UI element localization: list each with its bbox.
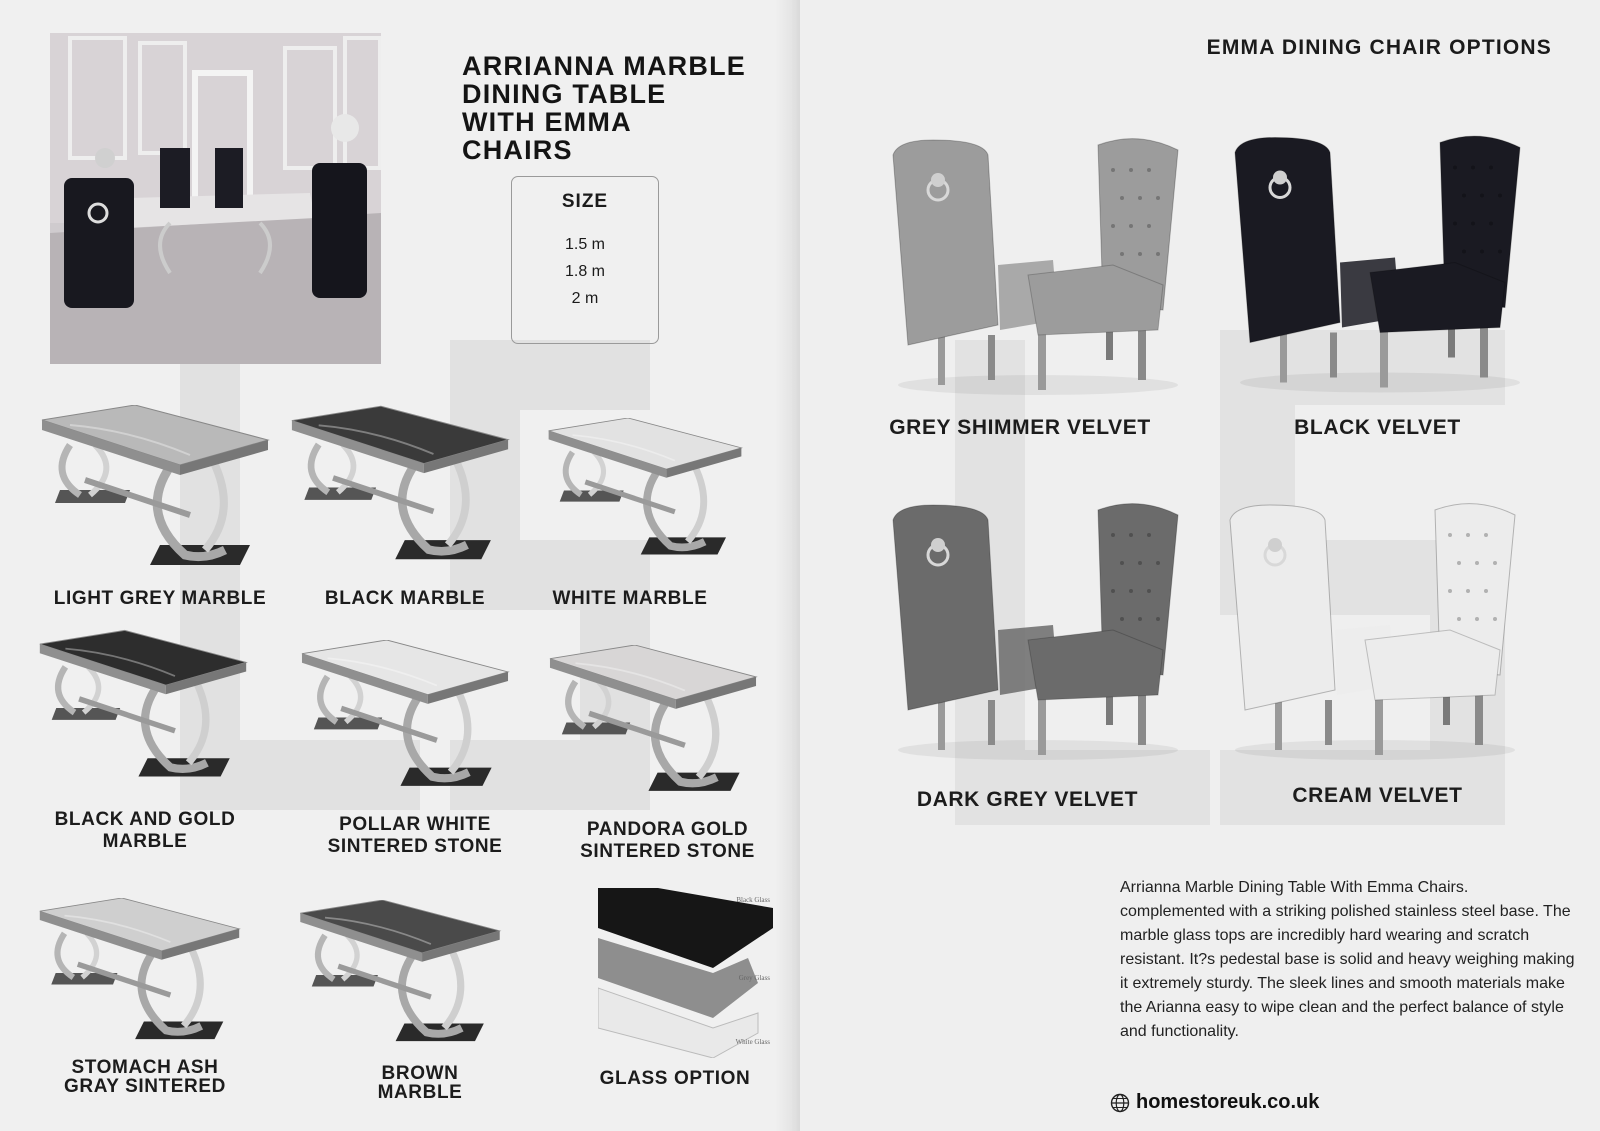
- label-line: GRAY SINTERED: [64, 1076, 226, 1097]
- chair-black-velvet-image: [1230, 130, 1530, 400]
- website-text: homestoreuk.co.uk: [1136, 1091, 1320, 1113]
- table-pandora-gold-label: [560, 819, 775, 863]
- glass-layer-label: Grey Glass: [738, 974, 770, 982]
- table-black-gold-marble-image: [38, 628, 248, 788]
- label-line: MARBLE: [377, 1082, 463, 1103]
- table-white-marble-image: [515, 418, 775, 563]
- table-pollar-white-image: [300, 640, 510, 795]
- size-option: 2 m: [571, 290, 599, 307]
- table-black-marble-image: [290, 405, 510, 570]
- title-line: CHAIRS: [462, 135, 573, 165]
- chair-grey-shimmer-image: [888, 135, 1188, 400]
- table-pollar-white-label: [300, 814, 530, 858]
- glass-option-label: GLASS OPTION: [599, 1068, 751, 1089]
- title-line: WITH EMMA: [462, 107, 632, 137]
- glass-option-image: [598, 888, 773, 1058]
- table-black-gold-marble-label: [30, 809, 260, 853]
- chair-grey-shimmer-label: GREY SHIMMER VELVET: [889, 416, 1151, 439]
- table-stomach-ash-label: [30, 1058, 260, 1096]
- label-line: MARBLE: [102, 830, 188, 852]
- table-stomach-ash-image: [32, 898, 247, 1048]
- size-option: 1.5 m: [564, 236, 605, 253]
- chair-cream-velvet-image: [1225, 500, 1525, 765]
- chair-cream-velvet-label: CREAM VELVET: [1292, 784, 1463, 807]
- website-link[interactable]: [1110, 1091, 1319, 1114]
- glass-layer-label: Black Glass: [736, 896, 770, 904]
- product-description: Arrianna Marble Dining Table With Emma Chairs. complemented with a striking polished stainless steel base. The marble glass tops are incredibly hard wearing and scratch resistant. It?s pedestal base is solid and heavy weighing making it extremely sturdy. The sleek lines and smooth materials make the Arianna easy to wipe clean and the perfect balance of style and functionality.: [1120, 879, 1575, 1040]
- size-box: [511, 176, 659, 344]
- table-brown-marble-image: [290, 900, 510, 1050]
- label-line: SINTERED STONE: [580, 840, 755, 862]
- table-black-marble-label: BLACK MARBLE: [324, 588, 486, 609]
- chair-dark-grey-image: [888, 500, 1188, 765]
- glass-layer-label: White Glass: [735, 1038, 770, 1046]
- table-white-marble-label: WHITE MARBLE: [552, 588, 708, 609]
- label-line: BROWN: [381, 1063, 459, 1084]
- chairs-heading: EMMA DINING CHAIR OPTIONS: [1206, 36, 1552, 59]
- title-line: DINING TABLE: [462, 79, 667, 109]
- table-light-grey-marble-image: [40, 405, 270, 575]
- size-list: [512, 231, 658, 312]
- label-line: BLACK AND GOLD: [54, 809, 236, 830]
- label-line: POLLAR WHITE: [339, 814, 491, 835]
- table-light-grey-marble-label: LIGHT GREY MARBLE: [53, 588, 267, 609]
- title-line: ARRIANNA MARBLE: [462, 51, 746, 81]
- hero-room-image: [50, 33, 381, 364]
- chair-dark-grey-label: DARK GREY VELVET: [916, 788, 1139, 811]
- label-line: PANDORA GOLD: [586, 819, 749, 840]
- globe-icon: [1110, 1093, 1130, 1113]
- size-heading: SIZE: [561, 191, 609, 212]
- label-line: SINTERED STONE: [327, 835, 503, 857]
- label-line: STOMACH ASH: [71, 1057, 219, 1078]
- chair-black-velvet-label: BLACK VELVET: [1294, 416, 1461, 439]
- size-option: 1.8 m: [564, 263, 605, 280]
- table-pandora-gold-image: [548, 645, 758, 800]
- table-brown-marble-label: [320, 1064, 520, 1102]
- product-title: [462, 52, 772, 164]
- left-page: [0, 0, 792, 1131]
- right-page: [800, 0, 1600, 1131]
